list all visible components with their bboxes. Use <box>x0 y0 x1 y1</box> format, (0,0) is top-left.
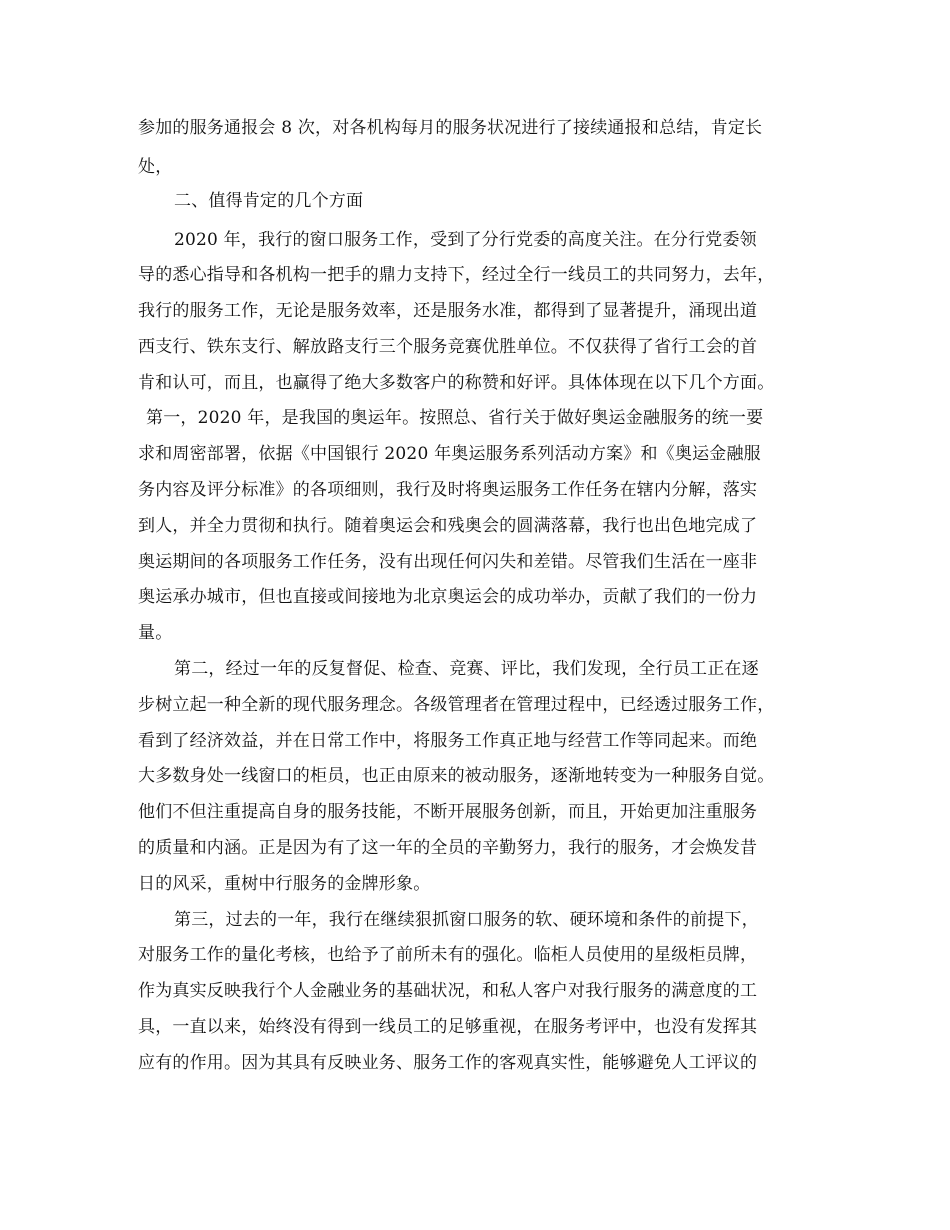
text-line: 作为真实反映我行个人金融业务的基础状况，和私人客户对我行服务的满意度的工 <box>138 981 758 1001</box>
text-line: 步树立起一种全新的现代服务理念。各级管理者在管理过程中，已经透过服务工作， <box>138 695 775 715</box>
text-line: 到人，并全力贯彻和执行。随着奥运会和残奥会的圆满落幕，我行也出色地完成了 <box>138 516 758 536</box>
text-line: 对服务工作的量化考核，也给予了前所未有的强化。临柜人员使用的星级柜员牌， <box>138 945 758 965</box>
text-line: 务内容及评分标准》的各项细则，我行及时将奥运服务工作任务在辖内分解，落实 <box>138 480 758 500</box>
text-line: 导的悉心指导和各机构一把手的鼎力支持下，经过全行一线员工的共同努力，去年， <box>138 265 775 285</box>
section-heading: 二、值得肯定的几个方面 <box>174 191 364 211</box>
text-line: 第一，2020 年，是我国的奥运年。按照总、省行关于做好奥运金融服务的统一要 <box>146 408 764 428</box>
text-line: 看到了经济效益，并在日常工作中，将服务工作真正地与经营工作等同起来。而绝 <box>138 731 758 751</box>
text-line: 奥运期间的各项服务工作任务，没有出现任何闪失和差错。尽管我们生活在一座非 <box>138 552 758 572</box>
text-line: 参加的服务通报会 8 次，对各机构每月的服务状况进行了接续通报和总结，肯定长 <box>138 118 763 138</box>
text-line: 具，一直以来，始终没有得到一线员工的足够重视，在服务考评中，也没有发挥其 <box>138 1017 758 1037</box>
text-line: 第二，经过一年的反复督促、检查、竞赛、评比，我们发现，全行员工正在逐 <box>174 659 759 679</box>
text-line: 第三，过去的一年，我行在继续狠抓窗口服务的软、硬环境和条件的前提下， <box>174 910 759 930</box>
text-line: 日的风采，重树中行服务的金牌形象。 <box>138 874 431 894</box>
text-line: 处， <box>138 157 173 177</box>
text-line: 我行的服务工作，无论是服务效率，还是服务水准，都得到了显著提升，涌现出道 <box>138 301 758 321</box>
text-line: 的质量和内涵。正是因为有了这一年的全员的辛勤努力，我行的服务，才会焕发昔 <box>138 838 758 858</box>
text-line: 大多数身处一线窗口的柜员，也正由原来的被动服务，逐渐地转变为一种服务自觉。 <box>138 766 775 786</box>
text-line: 2020 年，我行的窗口服务工作，受到了分行党委的高度关注。在分行党委领 <box>174 230 757 250</box>
text-line: 求和周密部署，依据《中国银行 2020 年奥运服务系列活动方案》和《奥运金融服 <box>138 444 761 464</box>
text-line: 奥运承办城市，但也直接或间接地为北京奥运会的成功举办，贡献了我们的一份力 <box>138 587 758 607</box>
text-line: 量。 <box>138 623 173 643</box>
text-line: 应有的作用。因为其具有反映业务、服务工作的客观真实性，能够避免人工评议的 <box>138 1053 758 1073</box>
text-line: 肯和认可，而且，也赢得了绝大多数客户的称赞和好评。具体体现在以下几个方面。 <box>138 373 775 393</box>
text-line: 西支行、铁东支行、解放路支行三个服务竞赛优胜单位。不仅获得了省行工会的首 <box>138 337 758 357</box>
text-line: 他们不但注重提高自身的服务技能，不断开展服务创新，而且，开始更加注重服务 <box>138 802 758 822</box>
